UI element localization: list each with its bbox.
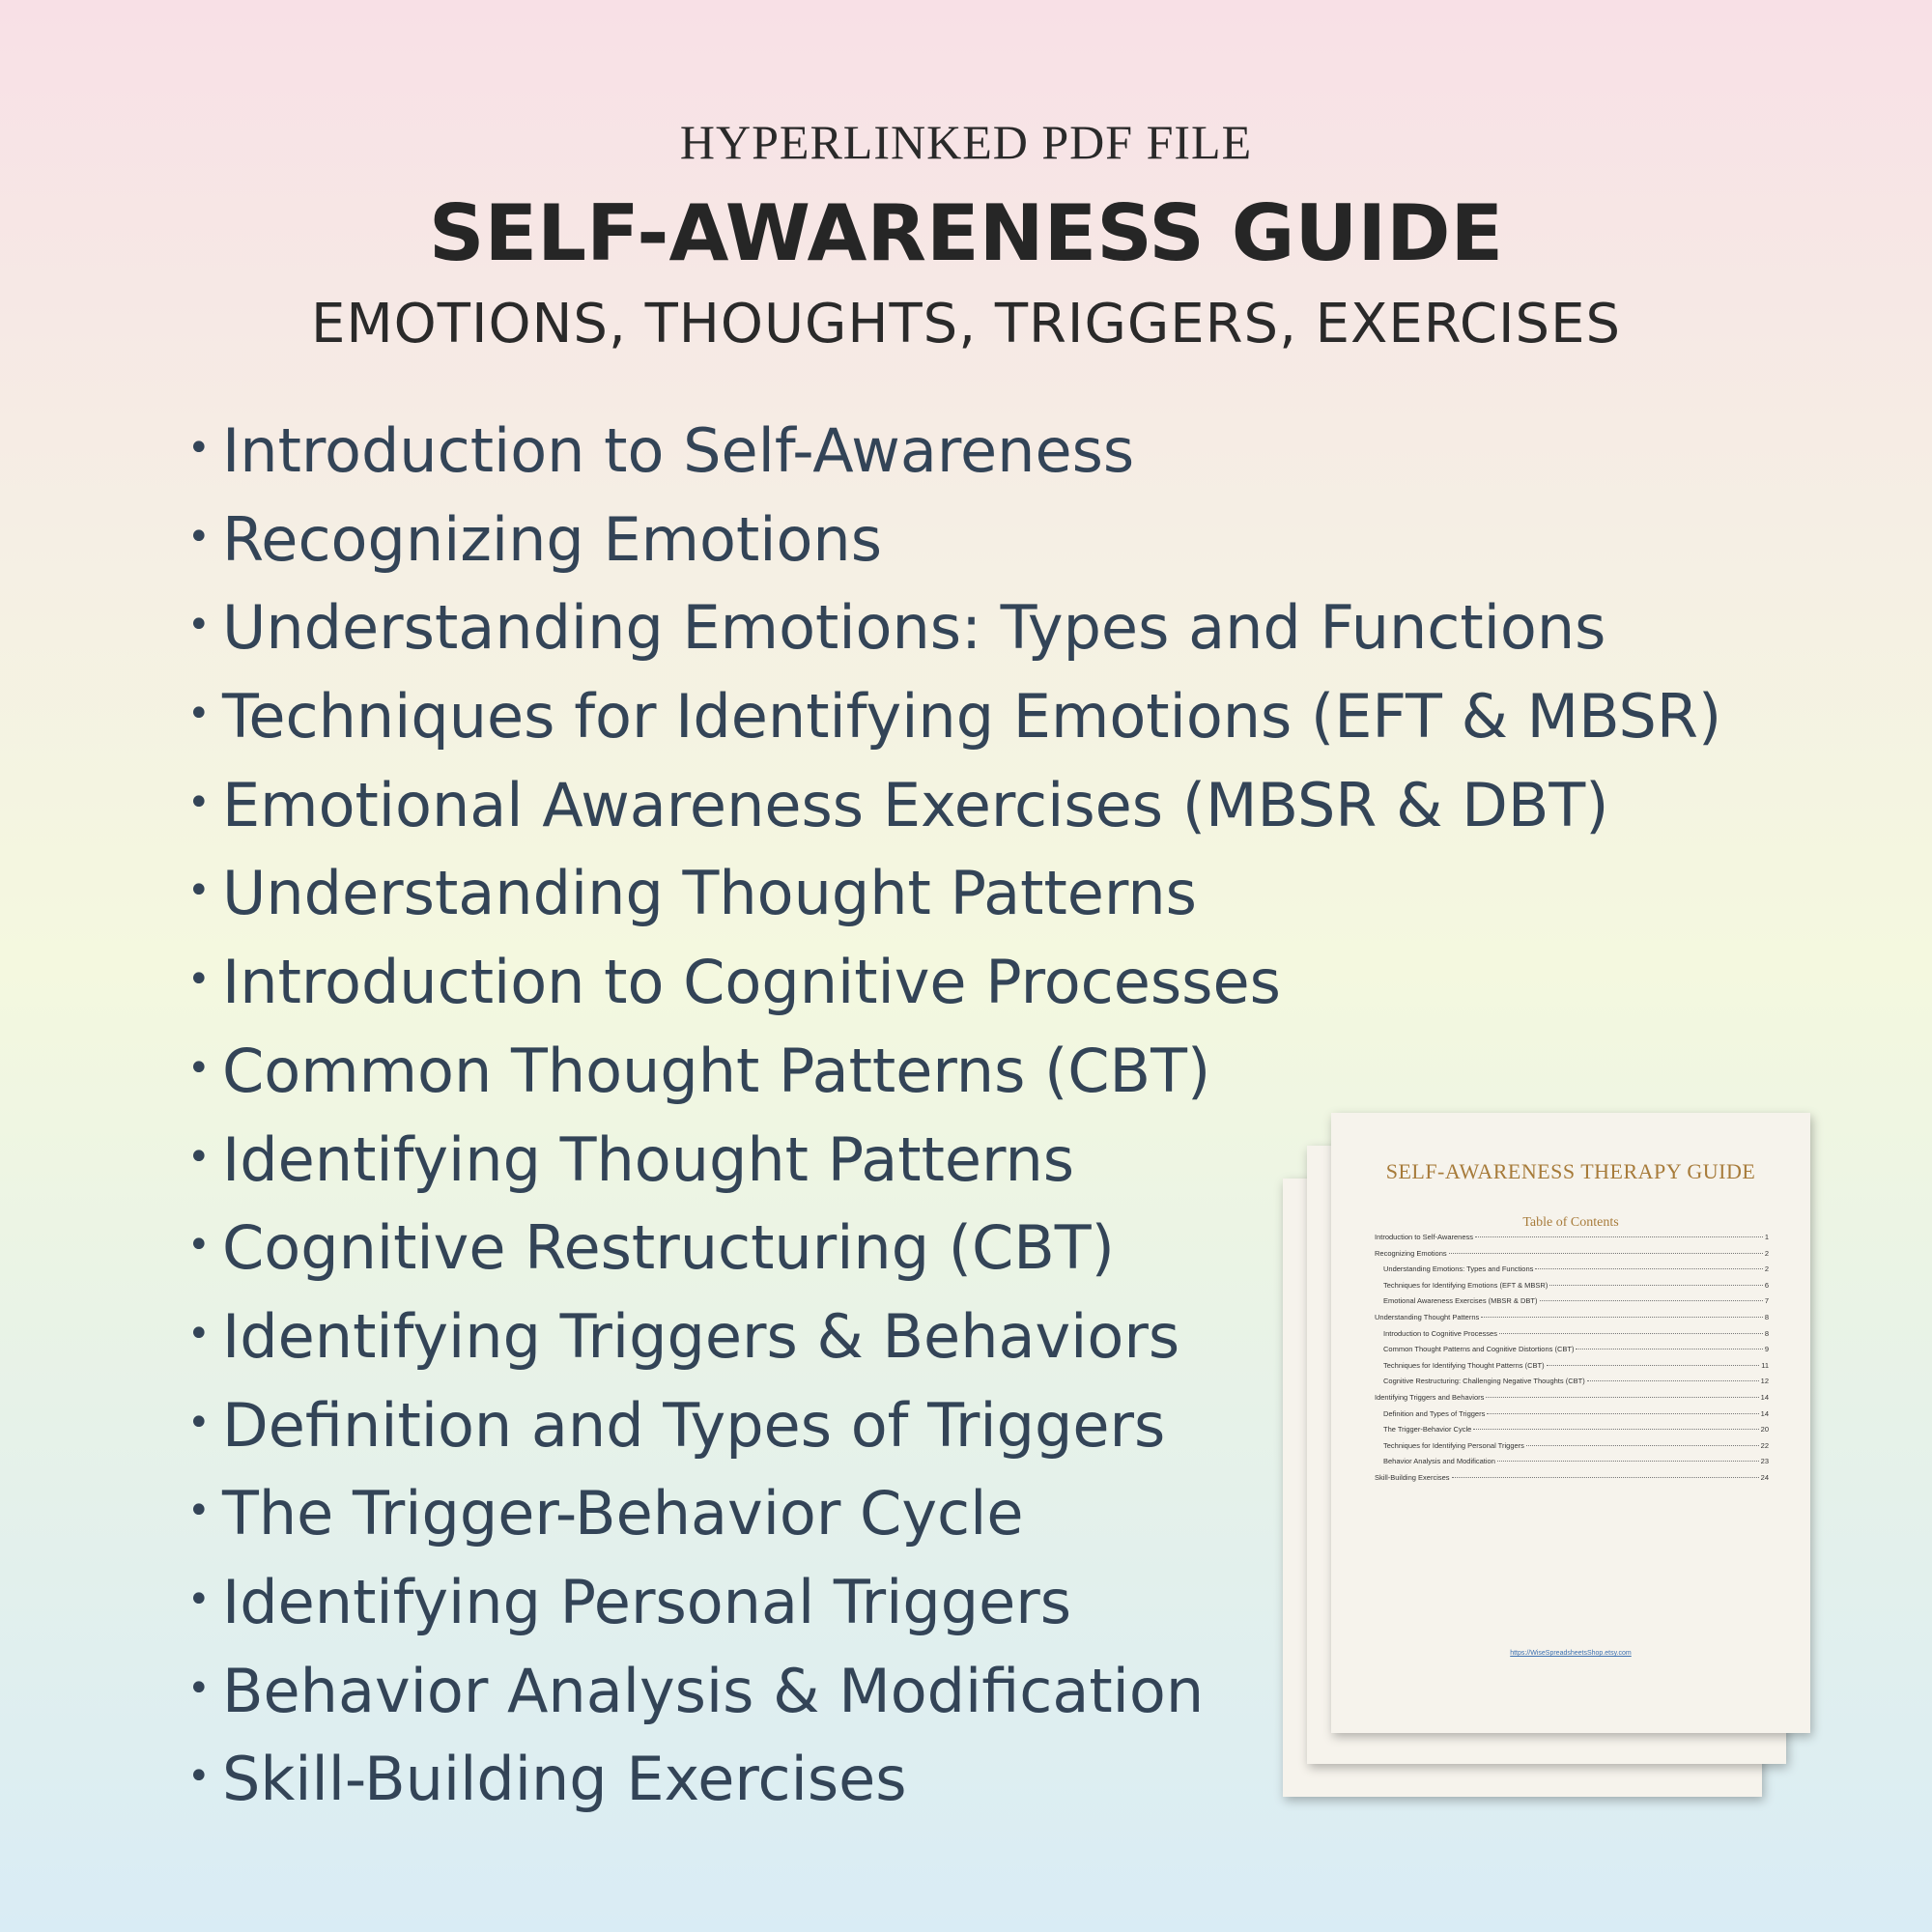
topic-label: Introduction to Self-Awareness (222, 415, 1135, 486)
topic-label: Identifying Thought Patterns (222, 1123, 1075, 1195)
toc-entry[interactable] (1375, 1393, 1769, 1409)
toc-entry-page: 23 (1760, 1457, 1769, 1466)
bullet-icon: • (187, 1754, 211, 1800)
toc-entry-page: 14 (1760, 1408, 1769, 1418)
list-item (187, 1027, 1721, 1116)
topic-label: Identifying Triggers & Behaviors (222, 1300, 1180, 1372)
toc-entry-title: Identifying Triggers and Behaviors (1375, 1392, 1485, 1402)
toc-entry-title: Techniques for Identifying Thought Patterns (CBT) (1383, 1360, 1545, 1370)
toc-entry[interactable] (1375, 1313, 1769, 1329)
toc-leader-dots (1549, 1285, 1762, 1286)
toc-entry-title: Skill-Building Exercises (1375, 1472, 1450, 1482)
toc-leader-dots (1535, 1268, 1762, 1269)
bullet-icon: • (187, 1665, 211, 1711)
topic-label: Understanding Thought Patterns (222, 858, 1197, 929)
toc-leader-dots (1547, 1365, 1760, 1366)
toc-entry[interactable] (1375, 1345, 1769, 1361)
toc-entry[interactable] (1375, 1425, 1769, 1441)
toc-leader-dots (1452, 1477, 1759, 1478)
document-title: SELF-AWARENESS THERAPY GUIDE (1385, 1159, 1756, 1183)
list-item (187, 496, 1721, 584)
bullet-icon: • (187, 1045, 211, 1091)
toc-entry-title: Definition and Types of Triggers (1383, 1408, 1486, 1418)
topic-label: Skill-Building Exercises (222, 1744, 907, 1815)
toc-entry[interactable] (1375, 1264, 1769, 1281)
topic-label: Definition and Types of Triggers (222, 1389, 1166, 1461)
bullet-icon: • (187, 957, 211, 1003)
toc-heading: Table of Contents (1522, 1215, 1619, 1230)
toc-leader-dots (1487, 1413, 1758, 1414)
toc-entry-page: 22 (1760, 1440, 1769, 1450)
bullet-icon: • (187, 1134, 211, 1179)
toc-leader-dots (1481, 1317, 1763, 1318)
toc-entry-title: Introduction to Self-Awareness (1375, 1233, 1474, 1241)
toc-entry-title: Emotional Awareness Exercises (MBSR & DBT) (1383, 1296, 1538, 1306)
topic-label: Emotional Awareness Exercises (MBSR & DBT) (222, 769, 1609, 840)
list-item (187, 761, 1721, 850)
topic-label: Introduction to Cognitive Processes (222, 947, 1281, 1018)
topic-label: Identifying Personal Triggers (222, 1566, 1072, 1637)
toc-entry-title: Understanding Emotions: Types and Functions (1383, 1264, 1534, 1274)
bullet-icon: • (187, 692, 211, 737)
topic-label: Cognitive Restructuring (CBT) (222, 1212, 1115, 1284)
table-of-contents (1375, 1233, 1769, 1490)
toc-leader-dots (1473, 1429, 1758, 1430)
toc-entry[interactable] (1375, 1441, 1769, 1458)
topic-label: Behavior Analysis & Modification (222, 1655, 1205, 1726)
toc-entry-title: Cognitive Restructuring: Challenging Negative Thoughts (CBT) (1383, 1377, 1585, 1386)
toc-entry-page: 2 (1764, 1264, 1769, 1274)
page-subtitle: EMOTIONS, THOUGHTS, TRIGGERS, EXERCISES (310, 293, 1622, 355)
toc-entry-page: 8 (1764, 1328, 1769, 1338)
kicker-text: HYPERLINKED PDF FILE (679, 115, 1253, 169)
topic-label: Common Thought Patterns (CBT) (222, 1035, 1211, 1106)
bullet-icon: • (187, 868, 211, 914)
bullet-icon: • (187, 1577, 211, 1622)
toc-entry-page: 11 (1761, 1360, 1769, 1370)
bullet-icon: • (187, 1223, 211, 1268)
toc-entry-title: Recognizing Emotions (1375, 1248, 1447, 1258)
toc-leader-dots (1449, 1253, 1763, 1254)
document-page-front (1331, 1113, 1810, 1733)
toc-leader-dots (1526, 1445, 1759, 1446)
toc-entry-page: 6 (1764, 1280, 1769, 1290)
toc-entry[interactable] (1375, 1457, 1769, 1473)
toc-entry-title: The Trigger-Behavior Cycle (1383, 1425, 1472, 1435)
toc-leader-dots (1587, 1380, 1759, 1381)
bullet-icon: • (187, 514, 211, 559)
toc-entry-page: 9 (1764, 1345, 1769, 1354)
toc-leader-dots (1486, 1397, 1758, 1398)
list-item (187, 849, 1721, 938)
toc-leader-dots (1475, 1236, 1763, 1237)
toc-leader-dots (1540, 1300, 1763, 1301)
topic-label: Techniques for Identifying Emotions (EFT & MBSR) (222, 681, 1722, 753)
toc-leader-dots (1497, 1461, 1759, 1462)
bullet-icon: • (187, 603, 211, 648)
toc-entry-page: 1 (1764, 1233, 1769, 1241)
topic-label: The Trigger-Behavior Cycle (222, 1478, 1024, 1549)
bullet-icon: • (187, 426, 211, 471)
toc-entry-page: 7 (1764, 1296, 1769, 1306)
toc-entry[interactable] (1375, 1473, 1769, 1490)
topic-label: Recognizing Emotions (222, 503, 883, 575)
list-item (187, 672, 1721, 761)
toc-entry-page: 24 (1760, 1472, 1769, 1482)
bullet-icon: • (187, 1400, 211, 1445)
bullet-icon: • (187, 1489, 211, 1534)
toc-entry-page: 14 (1760, 1392, 1769, 1402)
list-item (187, 407, 1721, 496)
list-item (187, 938, 1721, 1027)
toc-entry[interactable] (1375, 1377, 1769, 1393)
toc-entry-page: 20 (1760, 1425, 1769, 1435)
toc-entry[interactable] (1375, 1329, 1769, 1346)
toc-entry-page: 12 (1760, 1377, 1769, 1386)
toc-entry-title: Behavior Analysis and Modification (1383, 1457, 1495, 1466)
toc-entry-title: Common Thought Patterns and Cognitive Distortions (CBT) (1383, 1345, 1575, 1354)
toc-entry-title: Techniques for Identifying Emotions (EFT & MBSR) (1383, 1280, 1548, 1290)
toc-leader-dots (1576, 1349, 1762, 1350)
shop-link[interactable]: https://WiseSpreadsheetsShop.etsy.com (1510, 1650, 1632, 1657)
toc-entry[interactable] (1375, 1409, 1769, 1426)
list-item (187, 583, 1721, 672)
bullet-icon: • (187, 780, 211, 825)
toc-entry-title: Techniques for Identifying Personal Triggers (1383, 1440, 1524, 1450)
toc-entry[interactable] (1375, 1361, 1769, 1378)
toc-leader-dots (1499, 1333, 1763, 1334)
bullet-icon: • (187, 1311, 211, 1356)
toc-entry[interactable] (1375, 1249, 1769, 1265)
toc-entry-title: Introduction to Cognitive Processes (1383, 1328, 1497, 1338)
topic-label: Understanding Emotions: Types and Functions (222, 592, 1606, 664)
toc-entry-page: 8 (1764, 1312, 1769, 1321)
toc-entry[interactable] (1375, 1233, 1769, 1249)
toc-entry-page: 2 (1764, 1248, 1769, 1258)
toc-entry[interactable] (1375, 1296, 1769, 1313)
page-title: SELF-AWARENESS GUIDE (428, 188, 1504, 278)
toc-entry-title: Understanding Thought Patterns (1375, 1312, 1480, 1321)
toc-entry[interactable] (1375, 1281, 1769, 1297)
